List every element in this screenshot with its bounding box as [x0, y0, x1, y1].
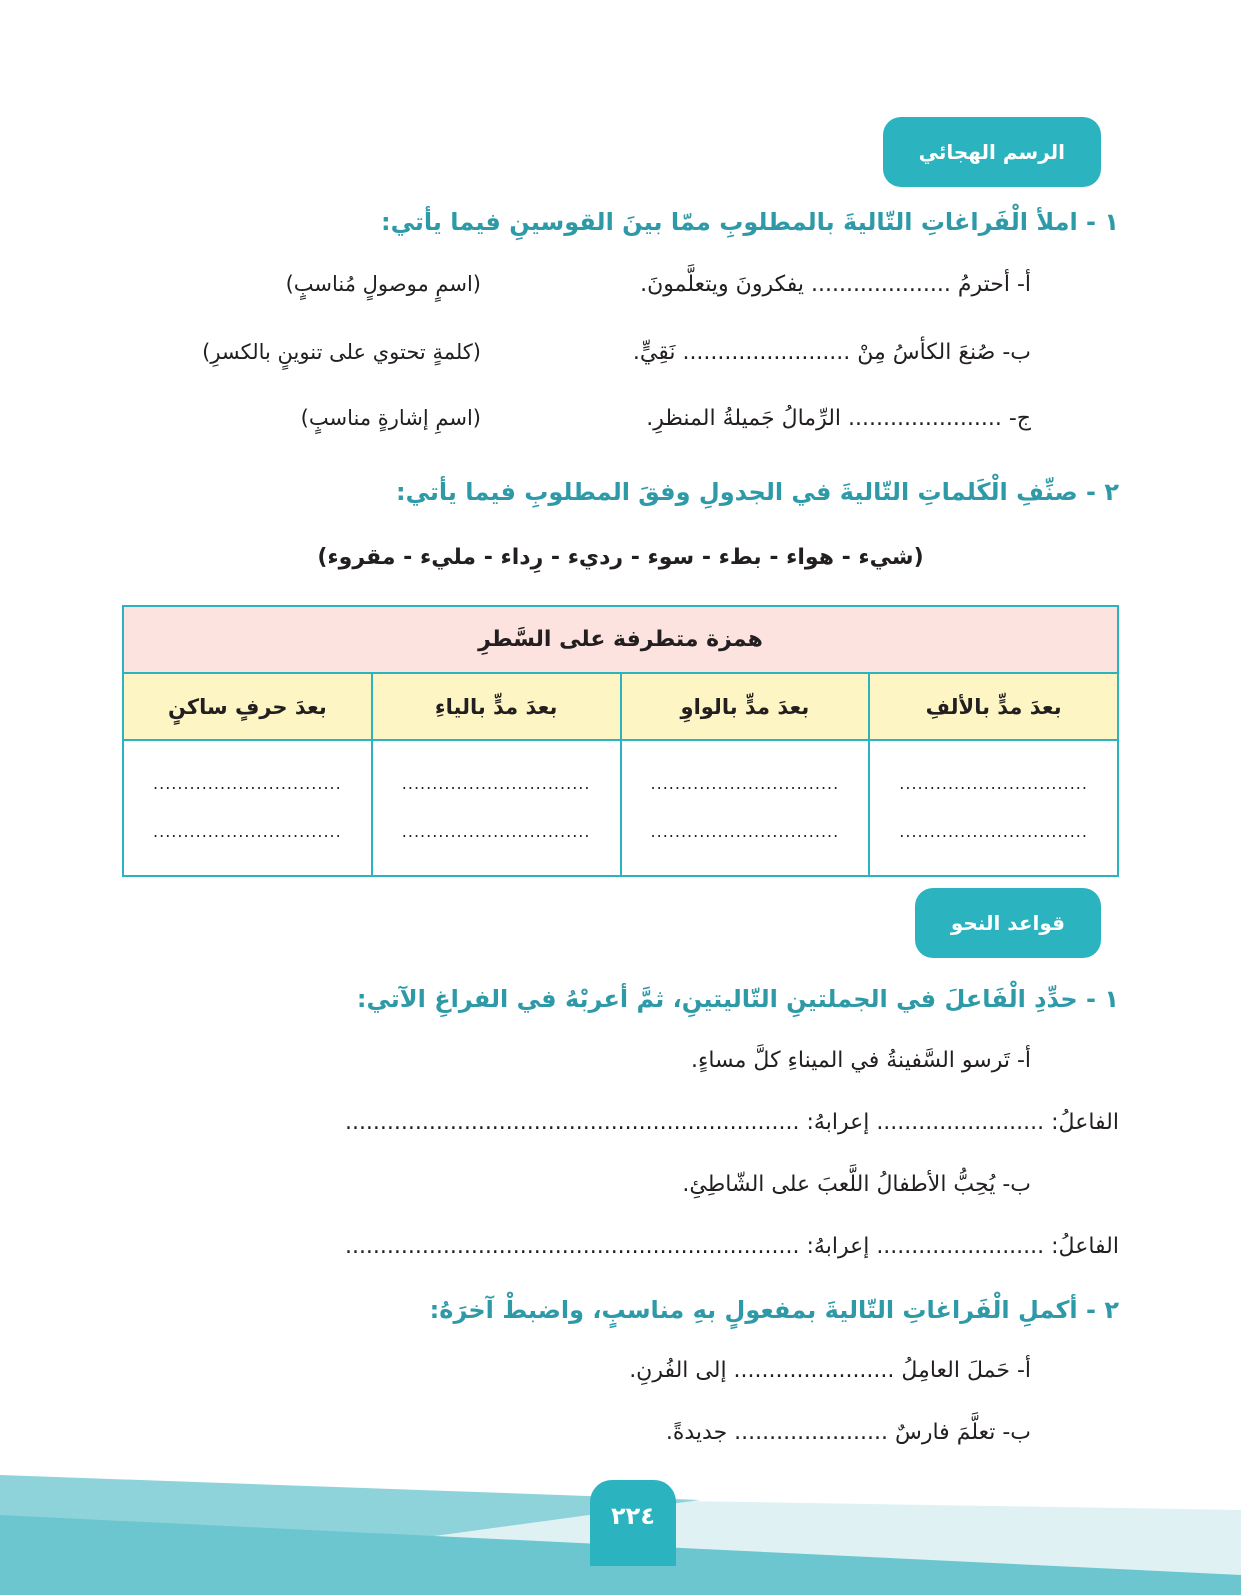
answer-blank[interactable]: ...............................: [899, 822, 1088, 841]
question-title: ١ - حدِّدِ الْفَاعلَ في الجملتينِ التّاليتينِ، ثمَّ أعربْهُ في الفراغِ الآتي:: [356, 985, 1119, 1013]
answer-cell[interactable]: [372, 740, 621, 876]
section-tab-grammar: [915, 888, 1101, 958]
exercise-line: أ- أحترمُ .................... يفكرونَ ويتعلَّمونَ.: [640, 272, 1031, 297]
word-list: (شيء - هواء - بطء - سوء - رديء - رِداء - مليء - مقروء): [317, 545, 924, 570]
exercise-line: ب- صُنعَ الكأسُ مِنْ ........................ نَقِيٍّ.: [632, 340, 1031, 365]
classification-table: [122, 605, 1119, 877]
table-header: همزة متطرفة على السَّطرِ: [123, 606, 1118, 673]
answer-cell[interactable]: [869, 740, 1118, 876]
exercise-line: ج- ...................... الرِّمالُ جَميلةُ المنظرِ.: [646, 406, 1031, 431]
exercise-hint: (اسمٍ موصولٍ مُناسبٍ): [285, 272, 481, 296]
exercise-line: أ- تَرسو السَّفينةُ في الميناءِ كلَّ مساءٍ.: [690, 1048, 1031, 1073]
exercise-hint: (اسمِ إشارةٍ مناسبٍ): [300, 406, 481, 430]
page-number: ٢٢٤: [590, 1480, 676, 1566]
section-tab-spelling: [883, 117, 1101, 187]
exercise-line[interactable]: أ- حَملَ العامِلُ ....................... إلى الفُرنِ.: [629, 1358, 1031, 1383]
column-header: بعدَ مدٍّ بالألفِ: [869, 673, 1118, 740]
section-title: الرسم الهجائي: [918, 140, 1065, 164]
answer-blank[interactable]: ...............................: [153, 822, 342, 841]
answer-blank[interactable]: ...............................: [650, 774, 840, 793]
exercise-line[interactable]: ب- تعلَّمَ فارسٌ ...................... جديدةً.: [665, 1420, 1031, 1445]
answer-blank[interactable]: ...............................: [153, 774, 342, 793]
column-header: بعدَ مدٍّ بالياءِ: [372, 673, 621, 740]
exercise-line: ب- يُحِبُّ الأطفالُ اللَّعبَ على الشّاطِئِ.: [682, 1172, 1031, 1197]
answer-line[interactable]: الفاعلُ: ........................ إعرابهُ: .................................................................: [344, 1234, 1119, 1259]
answer-blank[interactable]: ...............................: [650, 822, 840, 841]
answer-cell[interactable]: [123, 740, 372, 876]
answer-blank[interactable]: ...............................: [899, 774, 1088, 793]
answer-blank[interactable]: ...............................: [401, 822, 591, 841]
column-header: بعدَ حرفٍ ساكنٍ: [123, 673, 372, 740]
answer-line[interactable]: الفاعلُ: ........................ إعرابهُ: .................................................................: [344, 1110, 1119, 1135]
column-header: بعدَ مدٍّ بالواوِ: [621, 673, 870, 740]
question-title: ٢ - أكملِ الْفَراغاتِ التّاليةَ بمفعولٍ بهِ مناسبٍ، واضبطْ آخرَهُ:: [429, 1296, 1119, 1324]
section-title: قواعد النحو: [950, 911, 1065, 935]
exercise-hint: (كلمةٍ تحتوي على تنوينٍ بالكسرِ): [202, 340, 481, 364]
question-title: ٢ - صنِّفِ الْكَلماتِ التّاليةَ في الجدولِ وفقَ المطلوبِ فيما يأتي:: [396, 478, 1119, 506]
answer-cell[interactable]: [621, 740, 870, 876]
answer-blank[interactable]: ...............................: [401, 774, 591, 793]
question-title: ١ - املأ الْفَراغاتِ التّاليةَ بالمطلوبِ ممّا بينَ القوسينِ فيما يأتي:: [381, 208, 1119, 236]
